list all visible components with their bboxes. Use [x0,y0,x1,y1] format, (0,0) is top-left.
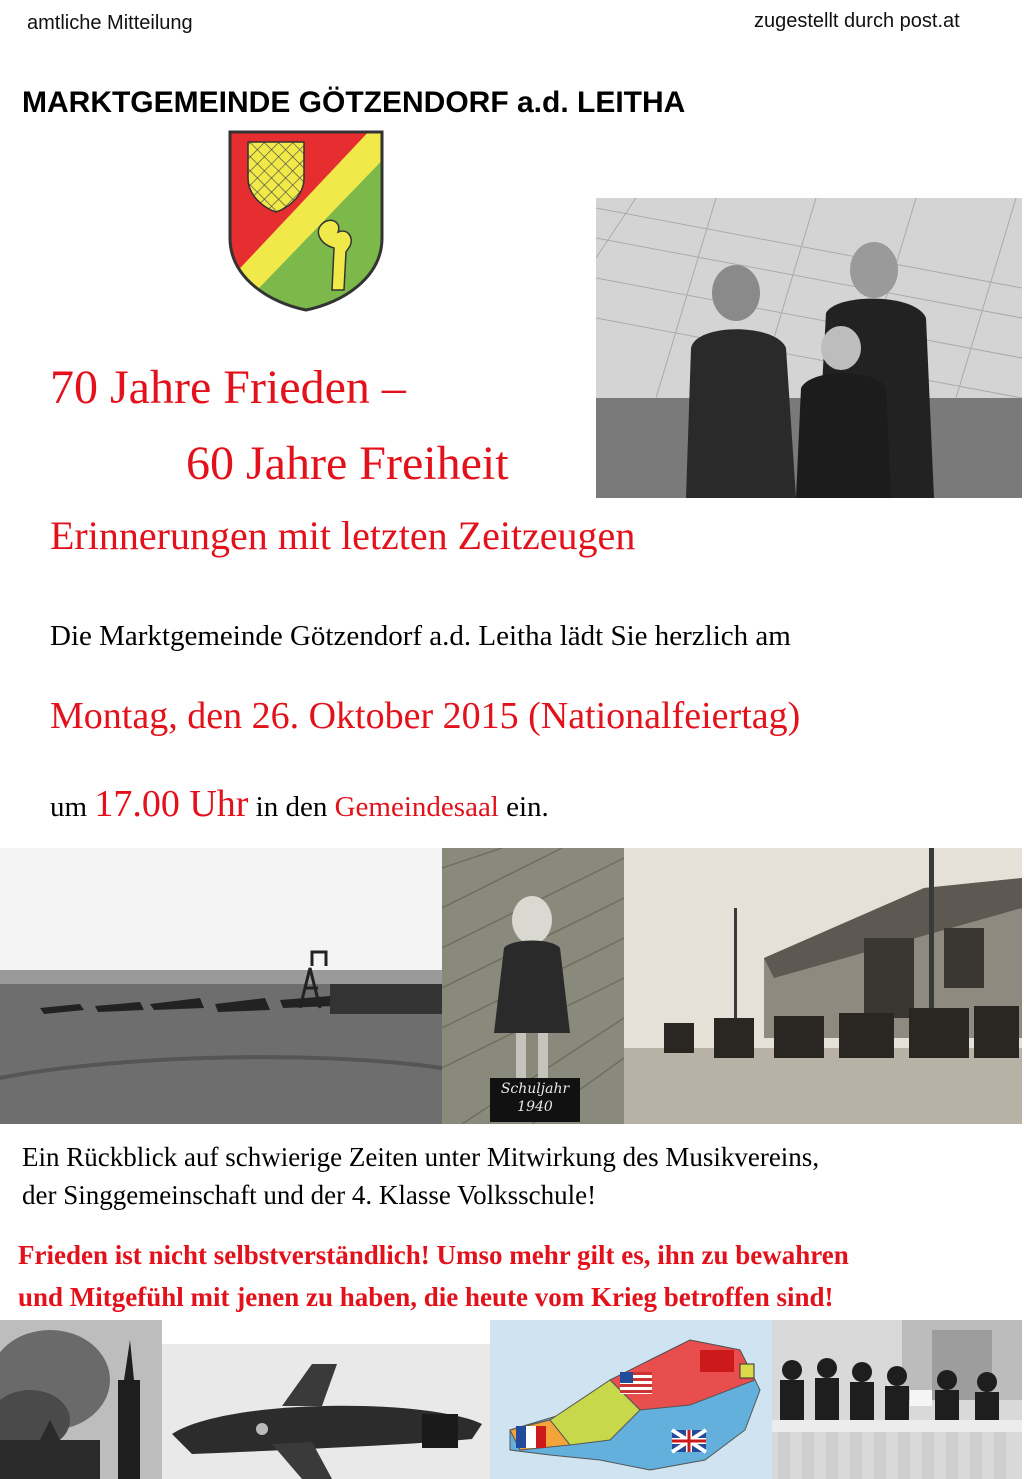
occupation-zones-map [490,1320,772,1479]
event-time-place [50,782,549,826]
schoolgirl-photo [442,848,624,1124]
title-line-2: 60 Jahre Freiheit [186,437,509,490]
burning-city-photo [0,1320,162,1479]
slate-line-2: 1940 [517,1099,553,1115]
family-photo [596,198,1022,498]
balcony-treaty-photo [772,1320,1022,1479]
horses-street-photo [624,848,1022,1124]
place-prefix: in den [255,791,328,823]
event-date: Montag, den 26. Oktober 2015 (Nationalfeiertag) [50,695,801,737]
slate-text [490,1080,580,1116]
title-line-1: 70 Jahre Frieden – [50,361,406,414]
event-place: Gemeindesaal [334,791,499,823]
appeal-line-1: Frieden ist nicht selbstverständlich! Umso mehr gilt es, ihn zu bewahren [18,1240,849,1270]
official-notice-label: amtliche Mitteilung [27,12,193,34]
description-text [22,1138,819,1214]
time-prefix: um [50,791,88,823]
peace-appeal [18,1234,849,1318]
appeal-line-2: und Mitgefühl mit jenen zu haben, die heute vom Krieg betroffen sind! [18,1282,834,1312]
place-suffix: ein. [506,791,549,823]
description-line-2: der Singgemeinschaft und der 4. Klasse Volksschule! [22,1180,597,1210]
slate-line-1: Schuljahr [500,1081,570,1097]
description-line-1: Ein Rückblick auf schwierige Zeiten unter Mitwirkung des Musikvereins, [22,1142,820,1172]
bomber-plane-photo [162,1344,490,1479]
delivery-note-label: zugestellt durch post.at [754,10,960,32]
coat-of-arms-icon [222,128,390,314]
event-time: 17.00 Uhr [94,783,249,825]
airfield-photo [0,848,442,1124]
subtitle: Erinnerungen mit letzten Zeitzeugen [50,513,636,558]
municipality-heading: MARKTGEMEINDE GÖTZENDORF a.d. LEITHA [22,86,686,119]
invitation-intro: Die Marktgemeinde Götzendorf a.d. Leitha lädt Sie herzlich am [50,620,791,652]
